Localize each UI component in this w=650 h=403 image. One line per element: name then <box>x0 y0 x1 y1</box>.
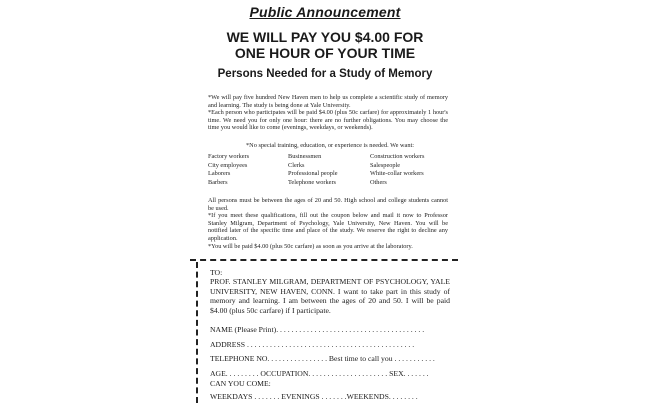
headline-line-1: WE WILL PAY YOU $4.00 FOR <box>226 29 424 45</box>
coupon-cut-line <box>190 259 458 261</box>
coupon-left-border <box>196 262 198 403</box>
paragraph-requirements: *No special training, education, or experience is needed. We want: <box>246 142 414 149</box>
occupation-item: Factory workers <box>208 153 250 160</box>
can-you-come-label: CAN YOU COME: <box>210 379 271 388</box>
availability-field[interactable]: WEEKDAYS . . . . . . . EVENINGS . . . . . . .WEEKENDS. . . . . . . . <box>210 392 418 401</box>
occupation-list <box>208 153 452 186</box>
study-subheading: Persons Needed for a Study of Memory <box>217 68 433 80</box>
occupation-item: Construction workers <box>370 153 425 160</box>
qualification-text <box>208 197 448 250</box>
paragraph-age-limit: All persons must be between the ages of 20 and 50. High school and college students cannot be used. <box>208 197 448 212</box>
paragraph-payment-arrival: *You will be paid $4.00 (plus 50c carfare) as soon as you arrive at the laboratory. <box>208 242 413 250</box>
occupation-item: Telephone workers <box>288 178 336 186</box>
coupon-address-text: PROF. STANLEY MILGRAM, DEPARTMENT OF PSYCHOLOGY, YALE UNIVERSITY, NEW HAVEN, CONN. I want to take part in this study of memory and learning. I am between the ages of 20 and 50. I will be paid $4.00 (plus 50c carfare) if I participate. <box>210 277 450 315</box>
occupation-item: Salespeople <box>370 161 401 169</box>
occupation-item: Barbers <box>208 178 228 186</box>
occupation-item: Clerks <box>288 161 305 169</box>
coupon-header <box>210 268 450 315</box>
age-occupation-sex-field[interactable]: AGE. . . . . . . . . OCCUPATION. . . . . . . . . . . . . . . . . . . . . SEX. . . . . . . <box>210 369 429 378</box>
occupation-item: City employees <box>208 161 248 169</box>
paragraph-payment-details: *Each person who participates will be paid $4.00 (plus 50c carfare) for approximately 1 hour's time. We need you for only one hour: there are no further obligations. You may choose the time you would like to come (evenings, weekdays, or weekends). <box>208 109 448 132</box>
address-field[interactable]: ADDRESS . . . . . . . . . . . . . . . . . . . . . . . . . . . . . . . . . . . . . . . . . . . . <box>210 340 415 349</box>
name-field[interactable]: NAME (Please Print). . . . . . . . . . . . . . . . . . . . . . . . . . . . . . . . . . . . . . . <box>210 325 425 334</box>
occupation-item: White-collar workers <box>370 170 424 178</box>
headline-line-2: ONE HOUR OF YOUR TIME <box>234 45 416 61</box>
paragraph-mail-coupon: *If you meet these qualifications, fill out the coupon below and mail it now to Professor Stanley Milgram, Department of Psychology, Yale University, New Haven. You will be notified later of the specific time and place of the study. We reserve the right to decline any application. <box>208 212 448 242</box>
telephone-field[interactable]: TELEPHONE NO. . . . . . . . . . . . . . . . Best time to call you . . . . . . . . . . . <box>210 354 435 363</box>
coupon-to-label: TO: <box>210 268 223 277</box>
paragraph-study-description: *We will pay five hundred New Haven men to help us complete a scientific study of memory and learning. The study is being done at Yale University. <box>208 94 448 109</box>
occupation-item: Laborers <box>208 170 231 178</box>
occupation-item: Others <box>370 178 387 186</box>
occupation-item: Businessmen <box>288 153 322 160</box>
occupation-item: Professional people <box>288 170 338 178</box>
intro-text <box>208 94 448 132</box>
announcement-title: Public Announcement <box>249 4 401 20</box>
